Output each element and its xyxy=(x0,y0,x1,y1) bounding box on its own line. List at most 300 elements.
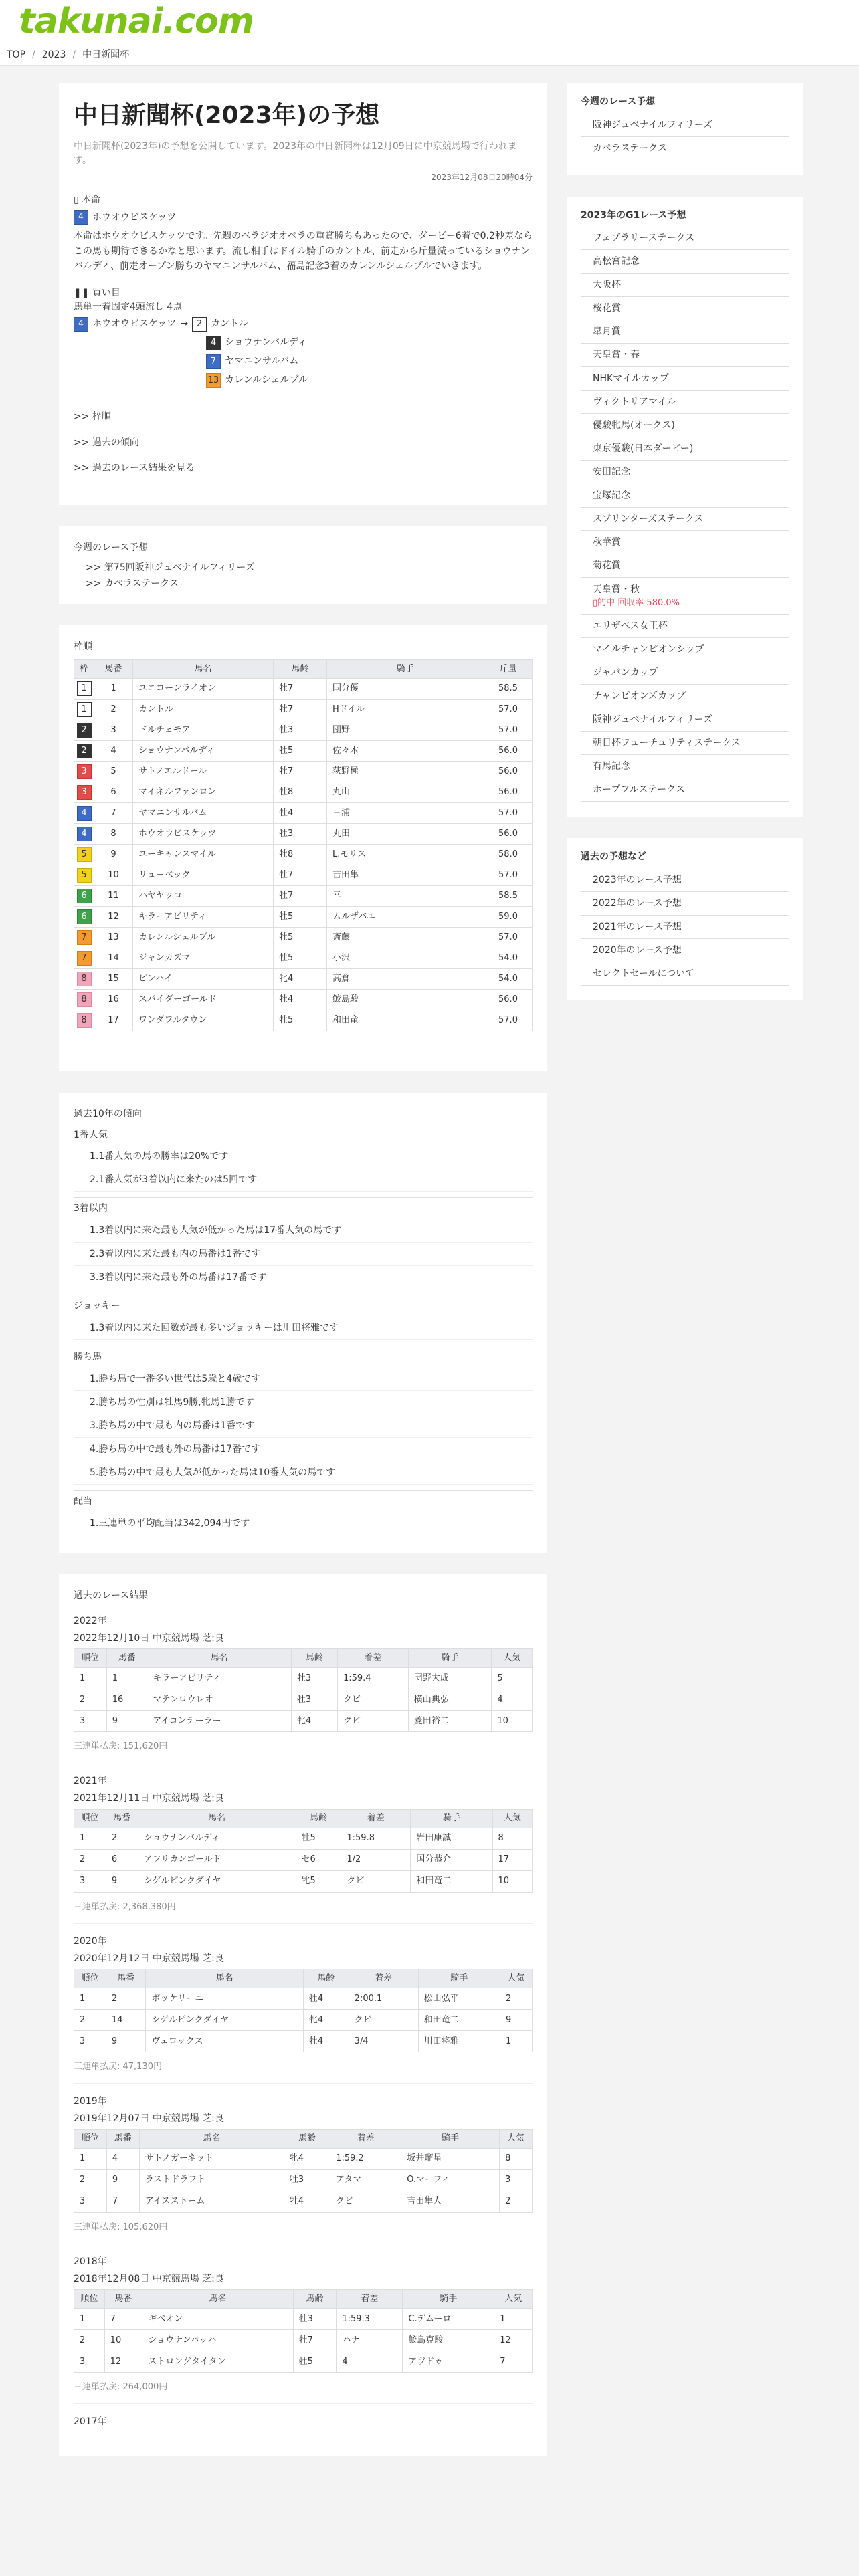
trend-title: 過去10年の傾向 xyxy=(74,1109,142,1120)
past-result-cell: 牡3 xyxy=(284,2169,330,2191)
past-result-cell: クビ xyxy=(337,1711,408,1732)
waku-badge: 3 xyxy=(77,785,92,800)
sidebar-g1-link[interactable]: エリザベス女王杯 xyxy=(593,621,668,632)
past-result-cell: ボッケリーニ xyxy=(146,1988,303,2010)
waku-badge: 3 xyxy=(77,764,92,779)
entry-row xyxy=(74,679,533,700)
umaban-cell: 3 xyxy=(94,720,133,741)
sidebar-g1-link[interactable]: 有馬記念 xyxy=(593,761,630,772)
past-result-cell: クビ xyxy=(337,1689,408,1711)
past-result-cell: 牡3 xyxy=(293,2309,337,2330)
past-result-cell: アヴドゥ xyxy=(403,2351,494,2373)
trend-item: 1.3着以内に来た回数が最も多いジョッキーは川田将雅です xyxy=(74,1317,533,1340)
sidebar-item xyxy=(581,778,789,802)
past-result-cell: 9 xyxy=(106,2169,139,2191)
past-result-cell: 2 xyxy=(74,1849,106,1870)
entries-header-cell: 馬名 xyxy=(133,660,274,679)
sidebar-item xyxy=(581,391,789,414)
waku-cell xyxy=(74,1010,94,1031)
past-result-cell: 牡3 xyxy=(291,1689,337,1711)
sidebar-item xyxy=(581,114,789,137)
past-result-cell: 1 xyxy=(74,1988,106,2010)
waku-badge: 2 xyxy=(192,317,207,332)
jockey-cell: 国分優 xyxy=(327,679,484,700)
umaban-cell: 7 xyxy=(94,803,133,824)
trend-category: 配当 xyxy=(74,1490,533,1512)
past-result-cell: 牝4 xyxy=(291,1711,337,1732)
past-result-cell: C.デムーロ xyxy=(403,2309,494,2330)
waku-badge: 1 xyxy=(77,702,92,717)
sidebar-g1-link[interactable]: 優駿牝馬(オークス) xyxy=(593,420,675,431)
past-result-cell: 3 xyxy=(74,1870,106,1892)
waku-cell xyxy=(74,700,94,720)
hit-icon: ▯ xyxy=(593,598,598,609)
past-header-cell: 順位 xyxy=(74,1809,106,1828)
waku-cell xyxy=(74,865,94,886)
sidebar-g1-link[interactable]: フェブラリーステークス xyxy=(593,233,695,244)
horse-name-cell: ユニコーンライオン xyxy=(133,679,274,700)
past-result-table xyxy=(74,1648,533,1732)
waku-badge: 1 xyxy=(77,681,92,696)
entry-row xyxy=(74,907,533,928)
umaban-cell: 14 xyxy=(94,948,133,969)
horse-name-cell: キラーアビリティ xyxy=(133,907,274,928)
past-header-cell: 騎手 xyxy=(411,1809,492,1828)
entry-row xyxy=(74,928,533,948)
past-result-cell: 牡4 xyxy=(303,2031,349,2052)
this-week-link[interactable]: >> 第75回阪神ジュベナイルフィリーズ xyxy=(86,562,255,573)
trend-card xyxy=(59,1093,547,1553)
section-links xyxy=(74,410,533,476)
umaban-cell: 16 xyxy=(94,990,133,1010)
horse-name-cell: ホウオウビスケッツ xyxy=(133,824,274,845)
past-header-cell: 人気 xyxy=(492,1649,533,1668)
past-result-cell: O.マーフィ xyxy=(401,2169,500,2191)
entries-header-cell: 馬齢 xyxy=(274,660,327,679)
honmei-heading: ▯ 本命 xyxy=(74,194,101,205)
past-race-info: 2021年12月11日 中京競馬場 芝:良 xyxy=(74,1793,224,1804)
weight-cell: 56.0 xyxy=(484,741,533,762)
sidebar-item xyxy=(581,892,789,916)
sidebar-past-link[interactable]: セレクトセールについて xyxy=(593,968,695,980)
sidebar-g1-link[interactable]: 菊花賞 xyxy=(593,560,621,572)
past-result-cell: 5 xyxy=(492,1668,533,1689)
horse-name-cell: リューベック xyxy=(133,865,274,886)
entries-header-cell: 馬番 xyxy=(94,660,133,679)
entry-row xyxy=(74,886,533,907)
link-entries[interactable]: >> 枠順 xyxy=(74,411,111,422)
age-cell: 牡7 xyxy=(274,700,327,720)
umaban-cell: 5 xyxy=(94,762,133,782)
age-cell: 牡8 xyxy=(274,782,327,803)
waku-badge: 2 xyxy=(77,723,92,738)
age-cell: 牡4 xyxy=(274,990,327,1010)
prediction-comment: 本命はホウオウビスケッツです。先週のベラジオオペラの重賞勝ちもあったので、ダービー6着で0.2秒差ならこの馬も期待できるかなと思います。流し相手はドイル騎手のカントル、前走から斤量減っているショウナンバルディ、前走オープン勝ちのヤマニンサルバム、福島記念3着のカレンルシェルブルでいきます。 xyxy=(74,231,533,272)
weight-cell: 57.0 xyxy=(484,700,533,720)
past-year-heading: 2019年 xyxy=(74,2096,107,2107)
sidebar-item xyxy=(581,732,789,755)
waku-badge: 5 xyxy=(77,847,92,862)
entries-card xyxy=(59,625,547,1072)
age-cell: 牝4 xyxy=(274,969,327,990)
sidebar-g1-link[interactable]: 大阪杯 xyxy=(593,280,621,291)
past-race-info: 2019年12月07日 中京競馬場 芝:良 xyxy=(74,2113,224,2125)
horse-name-cell: スパイダーゴールド xyxy=(133,990,274,1010)
umaban-cell: 2 xyxy=(94,700,133,720)
trend-item: 1.勝ち馬で一番多い世代は5歳と4歳です xyxy=(74,1368,533,1391)
past-result-cell: 4 xyxy=(106,2148,139,2169)
waku-cell xyxy=(74,928,94,948)
waku-cell xyxy=(74,782,94,803)
ticket-icon: ❚❚ xyxy=(74,287,92,298)
sidebar-g1-link[interactable]: 秋華賞 xyxy=(593,537,621,548)
waku-badge: 7 xyxy=(206,354,221,369)
past-result-cell: マテンロウレオ xyxy=(147,1689,291,1711)
past-result-cell: 3 xyxy=(74,2351,105,2373)
weight-cell: 56.0 xyxy=(484,990,533,1010)
past-result-row xyxy=(74,2191,533,2212)
past-result-cell: セ6 xyxy=(296,1849,341,1870)
buy-first-row xyxy=(74,315,533,334)
sidebar-item xyxy=(581,344,789,367)
entry-row xyxy=(74,741,533,762)
past-year-heading: 2022年 xyxy=(74,1615,107,1626)
waku-badge: 7 xyxy=(77,951,92,966)
weight-cell: 56.0 xyxy=(484,762,533,782)
this-week-link[interactable]: >> カペラステークス xyxy=(86,578,179,589)
side-g1-card xyxy=(567,197,803,817)
umaban-cell: 6 xyxy=(94,782,133,803)
waku-cell xyxy=(74,803,94,824)
past-result-row xyxy=(74,2169,533,2191)
buy-row xyxy=(74,352,533,371)
sidebar-item xyxy=(581,461,789,484)
sidebar-item xyxy=(581,708,789,732)
sidebar-past-link[interactable]: 2020年のレース予想 xyxy=(593,945,682,956)
trend-item: 3.3着以内に来た最も外の馬番は17番です xyxy=(74,1266,533,1289)
waku-badge: 7 xyxy=(77,930,92,945)
past-header-cell: 馬齢 xyxy=(293,2290,337,2309)
honmei-horse xyxy=(74,210,533,225)
entry-row xyxy=(74,990,533,1010)
past-header-cell: 騎手 xyxy=(401,2129,500,2148)
roi-note: ▯的中 回収率 580.0% xyxy=(593,598,680,609)
sidebar-past-link[interactable]: 2023年のレース予想 xyxy=(593,875,682,886)
umaban-cell: 11 xyxy=(94,886,133,907)
sidebar-g1-link[interactable]: 皐月賞 xyxy=(593,326,621,338)
past-header-cell: 馬名 xyxy=(139,2129,284,2148)
past-result-cell: シゲルピンクダイヤ xyxy=(138,1870,296,1892)
buy-row xyxy=(74,371,533,390)
age-cell: 牡5 xyxy=(274,948,327,969)
buy-horse-name: カントル xyxy=(211,318,249,330)
past-year-heading: 2017年 xyxy=(74,2416,107,2428)
past-result-cell: 2 xyxy=(74,2169,107,2191)
sidebar-item xyxy=(581,414,789,437)
past-header-cell: 着差 xyxy=(330,2129,401,2148)
trend-item: 1.1番人気の馬の勝率は20%です xyxy=(74,1145,533,1168)
trend-item: 1.3着以内に来た最も人気が低かった馬は17番人気の馬です xyxy=(74,1219,533,1243)
past-result-cell: 1:59.4 xyxy=(337,1668,408,1689)
site-header xyxy=(0,0,859,66)
past-header-cell: 馬齢 xyxy=(284,2129,330,2148)
jockey-cell: Hドイル xyxy=(327,700,484,720)
past-result-cell: 2 xyxy=(500,1988,533,2010)
sidebar-item xyxy=(581,274,789,297)
sidebar-g1-link[interactable]: 阪神ジュベナイルフィリーズ xyxy=(593,714,712,726)
past-result-row xyxy=(74,2351,533,2373)
past-results-card xyxy=(59,1574,547,2456)
past-header-cell: 騎手 xyxy=(403,2290,494,2309)
past-result-cell: 坂井瑠星 xyxy=(401,2148,500,2169)
site-logo[interactable]: takunai.com xyxy=(19,1,254,41)
jockey-cell: 荻野極 xyxy=(327,762,484,782)
past-result-cell: 川田将雅 xyxy=(418,2031,500,2052)
past-result-cell: アイコンテーラー xyxy=(147,1711,291,1732)
post-date: 2023年12月08日20時04分 xyxy=(431,173,533,183)
past-result-cell: 7 xyxy=(494,2351,533,2373)
weight-cell: 57.0 xyxy=(484,803,533,824)
sidebar-g1-link[interactable]: 朝日杯フューチュリティステークス xyxy=(593,738,741,749)
age-cell: 牡7 xyxy=(274,762,327,782)
sidebar-g1-link[interactable]: ホープフルステークス xyxy=(593,784,685,796)
past-result-cell: 和田竜二 xyxy=(418,2010,500,2031)
waku-cell xyxy=(74,886,94,907)
link-trends[interactable]: >> 過去の傾向 xyxy=(74,437,139,448)
past-result-cell: 12 xyxy=(104,2351,142,2373)
waku-cell xyxy=(74,845,94,865)
past-race-info: 2018年12月08日 中京競馬場 芝:良 xyxy=(74,2273,224,2284)
past-result-row xyxy=(74,1988,533,2010)
past-header-cell: 順位 xyxy=(74,1649,107,1668)
sidebar-g1-link[interactable]: チャンピオンズカップ xyxy=(593,691,686,702)
sidebar-item xyxy=(581,661,789,685)
past-result-cell: アイスストーム xyxy=(139,2191,284,2212)
past-header-cell: 馬番 xyxy=(106,2129,139,2148)
past-year-heading: 2018年 xyxy=(74,2256,107,2267)
sidebar-g1-link[interactable]: ジャパンカップ xyxy=(593,667,658,679)
honmei-icon: ▯ xyxy=(74,194,82,205)
past-result-cell: 4 xyxy=(492,1689,533,1711)
past-race-info: 2020年12月12日 中京競馬場 芝:良 xyxy=(74,1953,224,1964)
sidebar-item xyxy=(581,227,789,250)
sidebar-g1-link[interactable]: 宝塚記念 xyxy=(593,490,630,502)
age-cell: 牡3 xyxy=(274,720,327,741)
jockey-cell: 団野 xyxy=(327,720,484,741)
past-result-cell: 牡4 xyxy=(284,2191,330,2212)
main-column xyxy=(59,83,547,2478)
sidebar-g1-link[interactable]: 天皇賞・春 xyxy=(593,350,640,361)
weight-cell: 56.0 xyxy=(484,824,533,845)
jockey-cell: 三浦 xyxy=(327,803,484,824)
past-result-cell: ギベオン xyxy=(142,2309,293,2330)
past-result-cell: クビ xyxy=(349,2010,418,2031)
past-header-cell: 着差 xyxy=(349,1969,418,1988)
waku-cell xyxy=(74,679,94,700)
sidebar-item xyxy=(581,367,789,391)
sidebar-week-link[interactable]: 阪神ジュベナイルフィリーズ xyxy=(593,119,712,130)
waku-badge: 8 xyxy=(77,972,92,986)
past-result-cell: 横山典弘 xyxy=(408,1689,492,1711)
entry-row xyxy=(74,824,533,845)
past-header-cell: 馬番 xyxy=(106,1649,147,1668)
past-result-cell: 9 xyxy=(106,1711,147,1732)
past-result-row xyxy=(74,1689,533,1711)
past-result-cell: 牡3 xyxy=(291,1668,337,1689)
sidebar-item xyxy=(581,484,789,508)
trend-item: 2.勝ち馬の性別は牡馬9勝,牝馬1勝です xyxy=(74,1391,533,1414)
past-result-cell: 2 xyxy=(500,2191,533,2212)
weight-cell: 59.0 xyxy=(484,907,533,928)
past-result-cell: ハナ xyxy=(337,2330,403,2351)
sidebar-g1-link[interactable]: ヴィクトリアマイル xyxy=(593,397,676,408)
past-result-row xyxy=(74,2309,533,2330)
sidebar-g1-link[interactable]: マイルチャンピオンシップ xyxy=(593,644,704,655)
trend-item: 5.勝ち馬の中で最も人気が低かった馬は10番人気の馬です xyxy=(74,1461,533,1485)
breadcrumb: TOP / 2023 / 中日新聞杯 xyxy=(7,49,130,60)
waku-cell xyxy=(74,741,94,762)
past-header-cell: 馬名 xyxy=(142,2290,293,2309)
past-result-cell: 3 xyxy=(500,2169,533,2191)
waku-badge: 4 xyxy=(77,806,92,821)
jockey-cell: 和田竜 xyxy=(327,1010,484,1031)
trifecta-payout: 三連単払戻: 151,620円 xyxy=(74,1740,533,1763)
past-header-cell: 馬齢 xyxy=(291,1649,337,1668)
trifecta-payout: 三連単払戻: 2,368,380円 xyxy=(74,1901,533,1924)
past-result-cell: 1:59.3 xyxy=(337,2309,403,2330)
sidebar-item xyxy=(581,638,789,661)
past-header-cell: 人気 xyxy=(500,2129,533,2148)
sidebar-g1-link[interactable]: 高松宮記念 xyxy=(593,256,640,267)
trend-category: 勝ち馬 xyxy=(74,1346,533,1368)
past-result-cell: 10 xyxy=(104,2330,142,2351)
breadcrumb-year[interactable]: 2023 xyxy=(41,49,66,60)
sidebar-g1-link[interactable]: 桜花賞 xyxy=(593,303,621,314)
weight-cell: 57.0 xyxy=(484,720,533,741)
past-result-cell: ストロングタイタン xyxy=(142,2351,293,2373)
horse-name-cell: ユーキャンスマイル xyxy=(133,845,274,865)
waku-badge: 6 xyxy=(77,889,92,903)
past-result-table xyxy=(74,2129,533,2213)
waku-cell xyxy=(74,762,94,782)
past-header-cell: 馬齢 xyxy=(296,1809,341,1828)
past-result-cell: 牡5 xyxy=(293,2351,337,2373)
sidebar-item xyxy=(581,685,789,708)
horse-name-cell: ハヤヤッコ xyxy=(133,886,274,907)
sidebar-past-link[interactable]: 2022年のレース予想 xyxy=(593,898,682,909)
sidebar-g1-link[interactable]: 東京優駿(日本ダービー) xyxy=(593,443,694,455)
sidebar-week-link[interactable]: カペラステークス xyxy=(593,142,668,154)
sidebar-item xyxy=(581,615,789,638)
past-result-cell: 2:00.1 xyxy=(349,1988,418,2010)
past-result-row xyxy=(74,1668,533,1689)
past-result-cell: 2 xyxy=(74,1689,107,1711)
sidebar-g1-link[interactable]: 安田記念 xyxy=(593,467,630,478)
waku-badge: 5 xyxy=(77,868,92,883)
sidebar-item xyxy=(581,916,789,939)
breadcrumb-top[interactable]: TOP xyxy=(7,49,26,60)
past-result-cell: 3 xyxy=(74,2031,106,2052)
buy-horse-name: ヤマニンサルバム xyxy=(225,356,299,367)
link-past-results[interactable]: >> 過去のレース結果を見る xyxy=(74,463,195,474)
waku-badge: 8 xyxy=(77,1013,92,1028)
jockey-cell: 吉田隼 xyxy=(327,865,484,886)
sidebar-item xyxy=(581,137,789,160)
past-header-cell: 騎手 xyxy=(408,1649,492,1668)
entry-row xyxy=(74,803,533,824)
past-title: 過去のレース結果 xyxy=(74,1590,149,1602)
sidebar-g1-link[interactable]: 天皇賞・秋 xyxy=(593,584,640,596)
horse-name-cell: カレンルシェルブル xyxy=(133,928,274,948)
past-header-cell: 騎手 xyxy=(418,1969,500,1988)
past-result-cell: 1 xyxy=(500,2031,533,2052)
entry-row xyxy=(74,782,533,803)
sidebar-g1-link[interactable]: NHKマイルカップ xyxy=(593,373,669,385)
jockey-cell: 鮫島駿 xyxy=(327,990,484,1010)
past-result-cell: 吉田隼人 xyxy=(401,2191,500,2212)
waku-badge: 13 xyxy=(206,373,221,388)
page-title: 中日新聞杯(2023年)の予想 xyxy=(74,102,380,129)
past-result-cell: 1:59.8 xyxy=(341,1828,411,1849)
buy-horse-name: カレンルシェルブル xyxy=(225,374,308,386)
past-result-cell: 牝4 xyxy=(303,2010,349,2031)
past-header-cell: 人気 xyxy=(494,2290,533,2309)
sidebar-item xyxy=(581,962,789,986)
honmei-name: ホウオウビスケッツ xyxy=(92,211,177,223)
weight-cell: 57.0 xyxy=(484,928,533,948)
sidebar-item xyxy=(581,320,789,344)
sidebar-past-link[interactable]: 2021年のレース予想 xyxy=(593,922,682,933)
trend-item: 3.勝ち馬の中で最も内の馬番は1番です xyxy=(74,1414,533,1438)
past-header-cell: 馬名 xyxy=(138,1809,296,1828)
past-result-cell: 1 xyxy=(74,1828,106,1849)
age-cell: 牡3 xyxy=(274,824,327,845)
past-result-cell: クビ xyxy=(330,2191,401,2212)
side-past-title: 過去の予想など xyxy=(581,851,646,863)
past-year-heading: 2021年 xyxy=(74,1776,107,1787)
past-result-cell: 1 xyxy=(106,1668,147,1689)
waku-badge: 4 xyxy=(77,827,92,841)
sidebar-item xyxy=(581,939,789,962)
past-result-table xyxy=(74,2289,533,2373)
trend-item: 4.勝ち馬の中で最も外の馬番は17番です xyxy=(74,1438,533,1461)
past-header-cell: 着差 xyxy=(341,1809,411,1828)
entry-row xyxy=(74,700,533,720)
past-result-cell: ヴェロックス xyxy=(146,2031,303,2052)
jockey-cell: 丸山 xyxy=(327,782,484,803)
waku-badge: 2 xyxy=(77,744,92,758)
past-result-cell: キラーアビリティ xyxy=(147,1668,291,1689)
past-result-cell: 2 xyxy=(106,1988,146,2010)
past-result-cell: 牡7 xyxy=(293,2330,337,2351)
buy-description: 馬単一着固定4頭流し 4点 xyxy=(74,302,183,313)
sidebar-g1-link[interactable]: スプリンターズステークス xyxy=(593,514,704,525)
age-cell: 牡8 xyxy=(274,845,327,865)
past-result-cell: 9 xyxy=(106,1870,138,1892)
entry-row xyxy=(74,1010,533,1031)
sidebar-item xyxy=(581,755,789,778)
side-week-title: 今週のレース予想 xyxy=(581,96,656,107)
this-week-card xyxy=(59,526,547,604)
past-result-cell: 8 xyxy=(500,2148,533,2169)
trifecta-payout: 三連単払戻: 105,620円 xyxy=(74,2221,533,2244)
sidebar-item xyxy=(581,437,789,461)
horse-name-cell: ワンダフルタウン xyxy=(133,1010,274,1031)
waku-cell xyxy=(74,990,94,1010)
horse-name-cell: ドルチェモア xyxy=(133,720,274,741)
past-result-cell: 牝4 xyxy=(284,2148,330,2169)
past-race-info: 2022年12月10日 中京競馬場 芝:良 xyxy=(74,1632,224,1644)
